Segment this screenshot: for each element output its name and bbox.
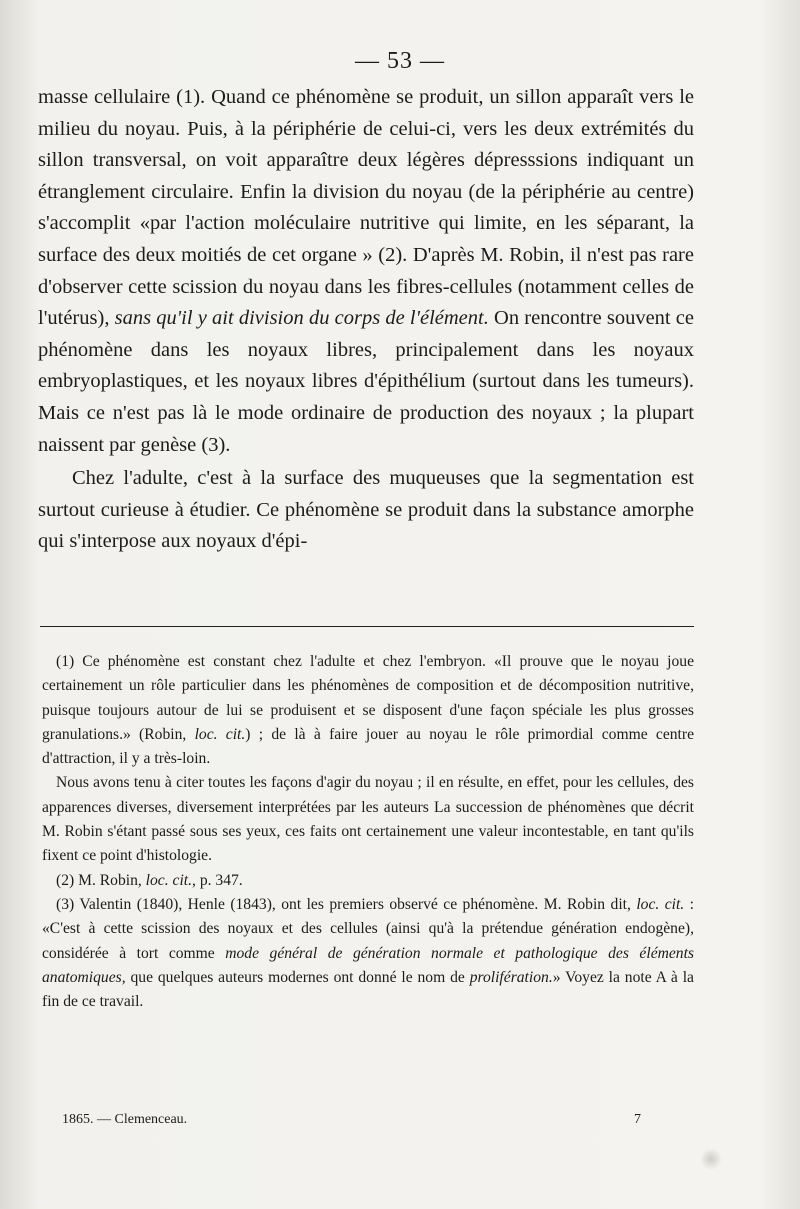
- footnote-text: (2) M. Robin,: [56, 871, 142, 889]
- italic-phrase: loc. cit.: [636, 895, 685, 913]
- footnote-text: » Voyez la note A à la fin de ce travail.: [42, 968, 694, 1011]
- main-text: [38, 82, 694, 558]
- page-number-header: — 53 —: [355, 48, 445, 74]
- footnotes: [42, 650, 694, 1014]
- footnote-1: [42, 650, 694, 771]
- footnote-text: que quelques auteurs modernes ont donné le nom de: [130, 968, 465, 986]
- paragraph: [38, 82, 694, 461]
- footnote-text: , p. 347.: [192, 871, 243, 889]
- italic-phrase: loc. cit.: [194, 725, 246, 743]
- footnote-text: : «C'est à cette scission des noyaux et des cellules (ainsi qu'à la prétendue génération endogène), considérée à tort comme: [42, 895, 694, 962]
- footnote-1-continued: Nous avons tenu à citer toutes les façons d'agir du noyau ; il en résulte, en effet, pour les cellules, des apparences diverses, diversement interprétées par les auteurs La succession de phénomènes que décrit M. Robin s'étant passé sous ses yeux, ces faits ont certainement une valeur incontestable, en tant qu'ils fixent ce point d'histologie.: [42, 774, 694, 865]
- footnote-text: ) ; de là à faire jouer au noyau le rôle primordial comme centre d'attraction, il y a très-loin.: [42, 725, 694, 768]
- footnote-3: [42, 893, 694, 1014]
- paragraph-text: On rencontre souvent ce phénomène dans les noyaux libres, principalement dans les noyaux embryoplastiques, et les noyaux libres d'épithélium (surtout dans les tumeurs). Mais ce n'est pas là le mode ordinaire de production des noyaux ; la plupart naissent par genèse (3).: [38, 307, 694, 456]
- paragraph-text: masse cellulaire (1). Quand ce phénomène se produit, un sillon apparaît vers le milieu du noyau. Puis, à la périphérie de celui-ci, vers les deux extrémités du sillon transversal, on voit apparaître deux légères dépresssions indiquant un étranglement circulaire. Enfin la division du noyau (de la périphérie au centre) s'accomplit «par l'action moléculaire nutritive qui limite, en les séparant, la surface des deux moitiés de cet organe » (2). D'après M. Robin, il n'est pas rare d'observer cette scission du noyau dans les fibres-cellules (notamment celles de l'utérus),: [38, 86, 694, 330]
- italic-phrase: sans qu'il y ait division du corps de l'élément.: [114, 307, 489, 330]
- italic-phrase: loc. cit.: [145, 871, 193, 889]
- italic-phrase: mode général de génération normale et pathologique des éléments anatomiques,: [42, 944, 694, 986]
- paragraph: Chez l'adulte, c'est à la surface des muqueuses que la segmentation est surtout curieuse à étudier. Ce phénomène se produit dans la substance amorphe qui s'interpose aux noyaux d'épi-: [38, 467, 694, 553]
- paper-blemish: [700, 1148, 722, 1170]
- footnote-text: (1) Ce phénomène est constant chez l'adulte et chez l'embryon. «Il prouve que le noyau joue certainement un rôle particulier dans les phénomènes de composition et de décomposition nutritive, puisque toujours autour de lui se produisent et se disposent d'une façon spéciale les plus grosses granulations.» (Robin,: [42, 653, 694, 743]
- footnote-text: (3) Valentin (1840), Henle (1843), ont les premiers observé ce phénomène. M. Robin dit,: [56, 895, 631, 913]
- signature-number: 7: [634, 1112, 641, 1127]
- signature-label: 1865. — Clemenceau.: [62, 1112, 188, 1127]
- footnote-2: [42, 869, 694, 893]
- italic-phrase: prolifération.: [469, 968, 553, 986]
- footnote-separator: [40, 626, 694, 627]
